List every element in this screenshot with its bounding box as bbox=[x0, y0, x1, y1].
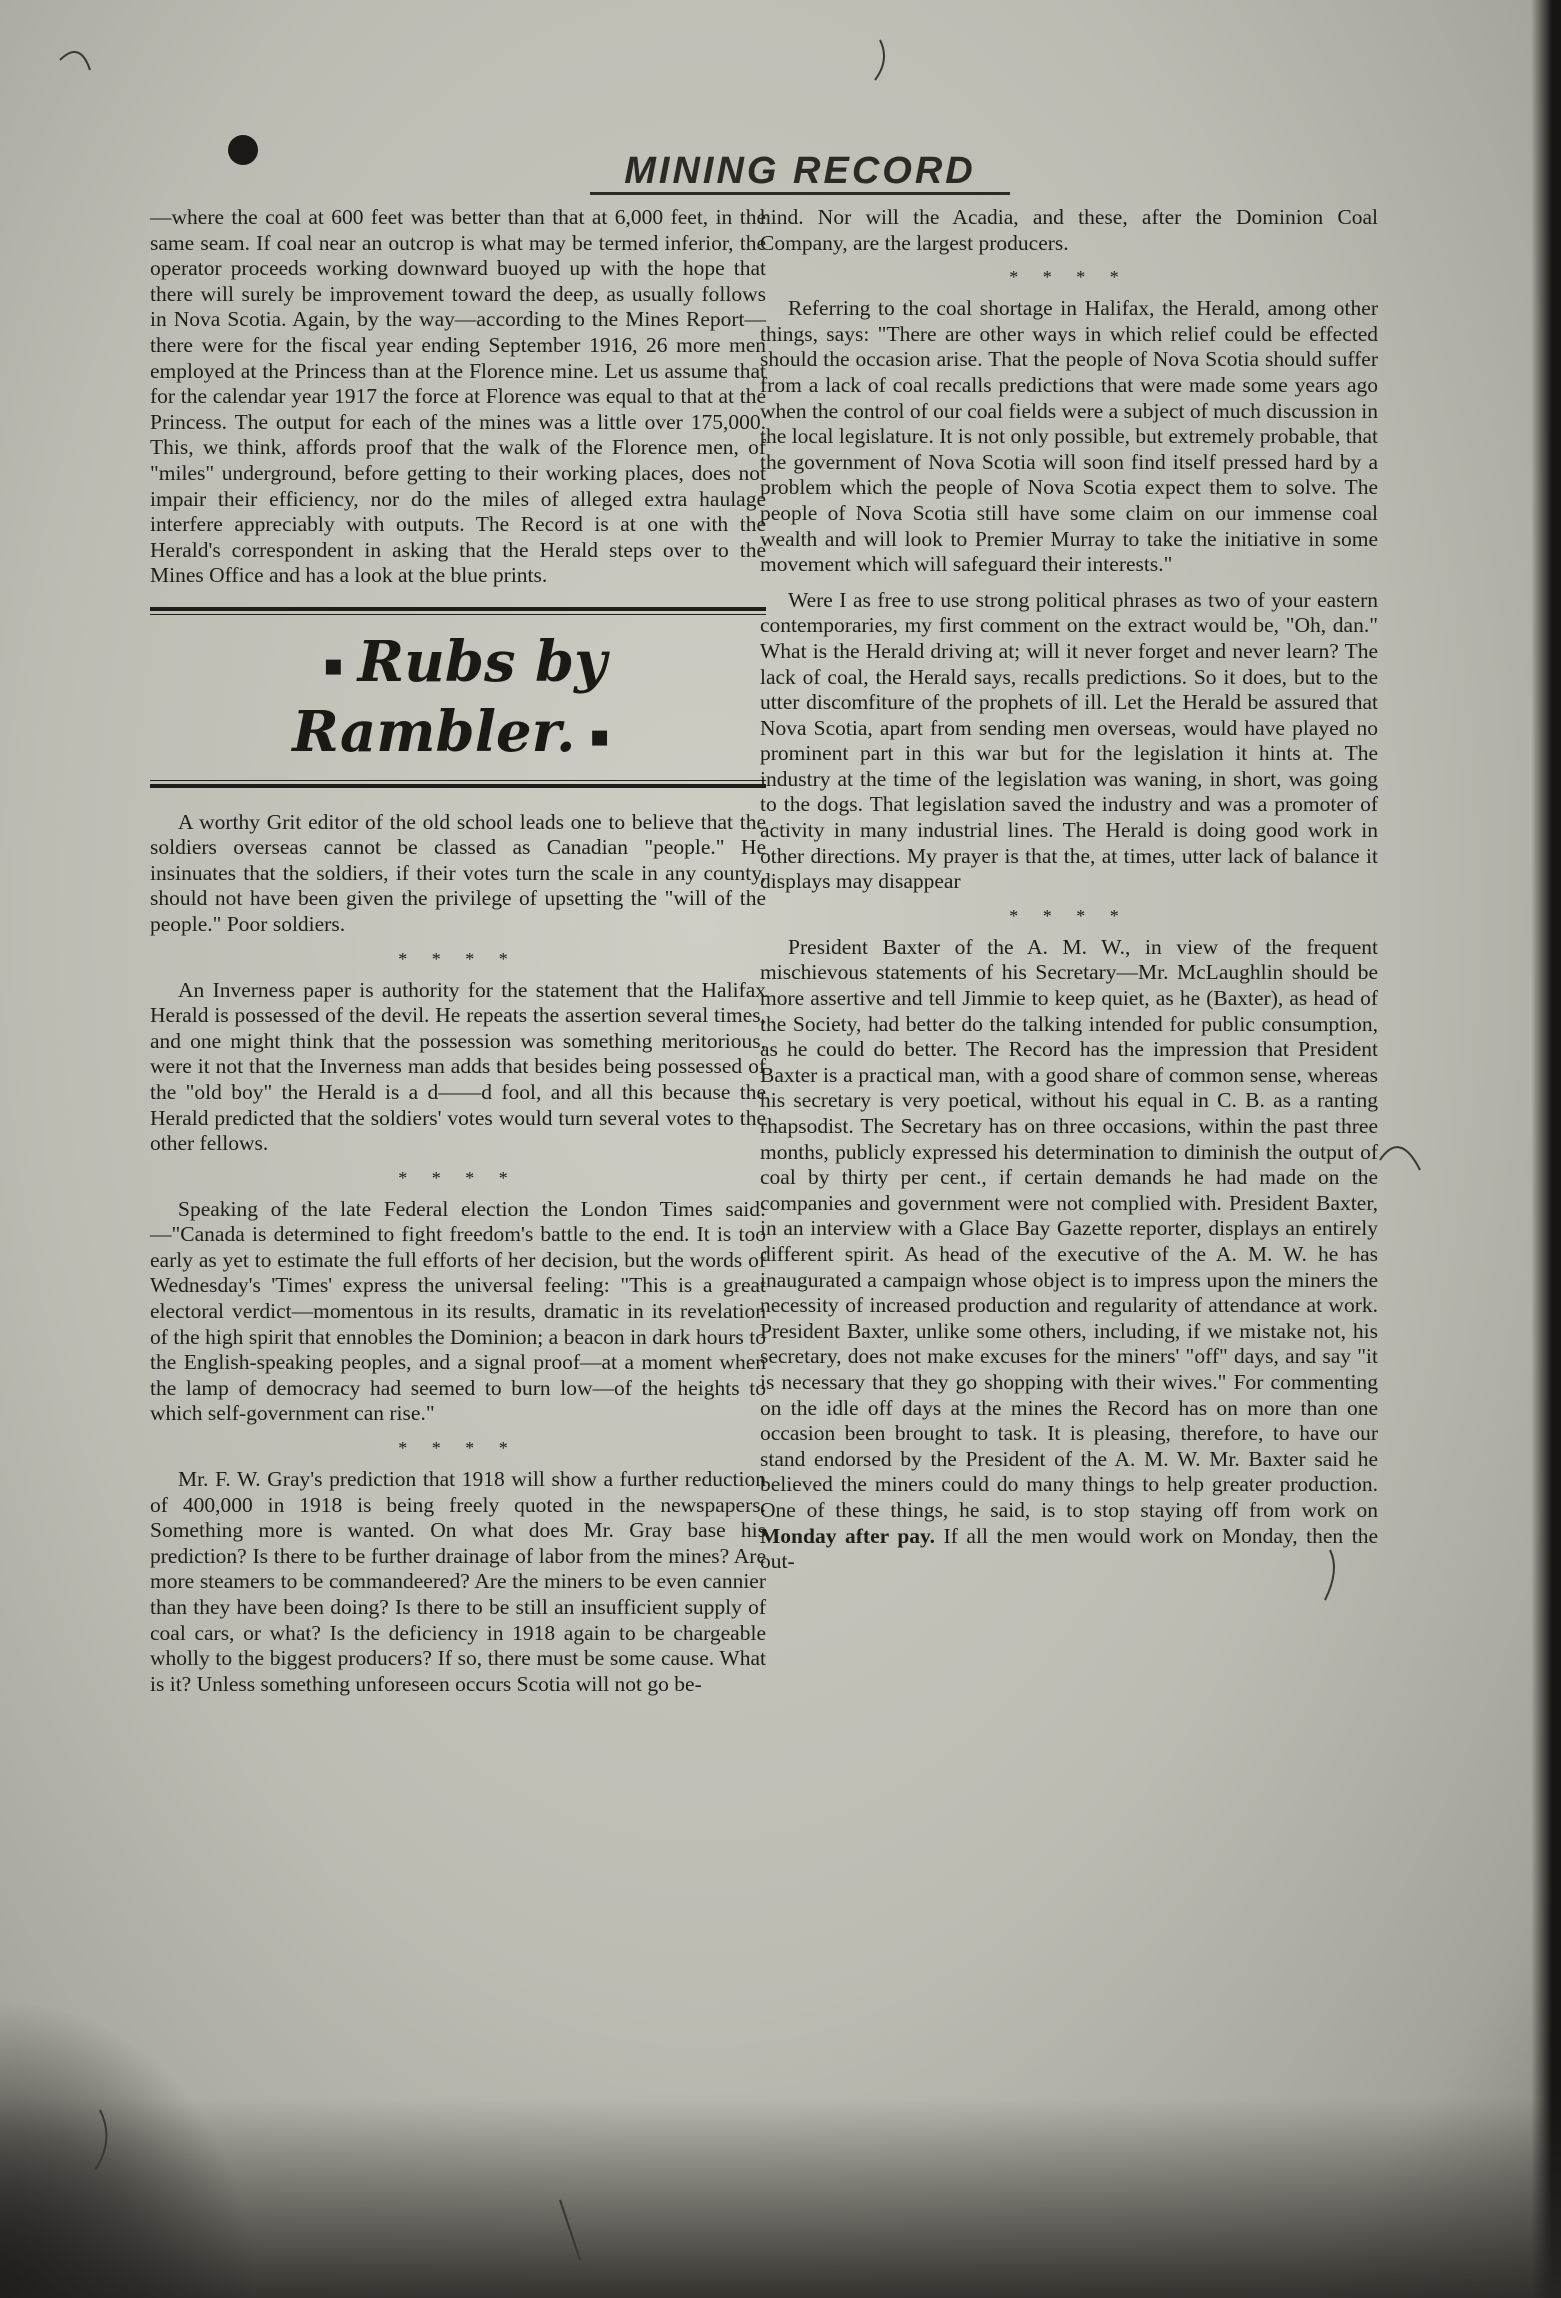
heading-bullet-left: ▪ bbox=[323, 648, 344, 684]
heading-rule-top-thin bbox=[150, 614, 766, 615]
article-paragraph: A worthy Grit editor of the old school leads one to believe that the soldiers overseas cannot be classed as Canadian "people." He insinuates that the soldiers, if their votes turn the scale in any county, should not have been given the privilege of upsetting the "will of the people." Poor soldiers. bbox=[150, 809, 766, 936]
section-stars: * * * * bbox=[1009, 905, 1129, 926]
section-heading-text: Rubs by Rambler. bbox=[292, 628, 607, 766]
article-paragraph: —where the coal at 600 feet was better than that at 6,000 feet, in the same seam. If coal near an outcrop is what may be termed inferior, the operator proceeds working downward buoyed up with the hope that there will surely be improvement toward the deep, as usually follows in Nova Scotia. Again, by the way—according to the Mines Report—there were for the fiscal year ending September 1916, 26 more men employed at the Princess than at the Florence mine. Let us assume that for the calendar year 1917 the force at Florence was equal to that at the Princess. The output for each of the mines was a little over 175,000. This, we think, affords proof that the walk of the Florence men, of "miles" underground, before getting to their working places, does not impair their efficiency, nor do the miles of alleged extra haulage interfere appreciably with outputs. The Record is at one with the Herald's correspondent in asking that the Herald steps over to the Mines Office and has a look at the blue prints. bbox=[150, 205, 766, 588]
article-paragraph: Were I as free to use strong political phrases as two of your eastern contemporaries, my first comment on the extract would be, "Oh, dan." What is the Herald driving at; will it never forget and never learn? The lack of coal, the Herald says, recalls predictions. So it does, but to the utter discomfiture of the prophets of ill. Let the Herald be assured that Nova Scotia, apart from sending men overseas, would have played no prominent part in this war but for the legislation it hints at. The industry at the time of the legislation was waning, in short, was going to the dogs. That legislation saved the industry and was a promoter of activity in many industrial lines. The Herald is doing good work in other directions. My prayer is that the, at times, utter lack of balance it displays may disappear bbox=[760, 587, 1378, 894]
bold-phrase: Monday after pay. bbox=[760, 1523, 935, 1548]
left-column bbox=[150, 205, 766, 1707]
paragraph-text-end: If all the men would work on Monday, then the out- bbox=[760, 1523, 1378, 1574]
article-paragraph: Speaking of the late Federal election the London Times said:—"Canada is determined to fight freedom's battle to the end. It is too early as yet to estimate the full efforts of her decision, but the words of Wednesday's 'Times' express the universal feeling: "This is a great electoral verdict—momentous in its results, dramatic in its revelation of the high spirit that ennobles the Dominion; a beacon in dark hours to the English-speaking peoples, and a signal proof—at a moment when the lamp of democracy had seemed to burn low—of the heights to which self-government can rise." bbox=[150, 1196, 766, 1426]
article-paragraph: hind. Nor will the Acadia, and these, after the Dominion Coal Company, are the largest producers. bbox=[760, 205, 1378, 255]
right-column bbox=[760, 205, 1378, 1585]
section-stars: * * * * bbox=[398, 1438, 518, 1459]
heading-rule-bottom bbox=[150, 784, 766, 788]
heading-rule-bottom-thin bbox=[150, 780, 766, 781]
section-stars: * * * * bbox=[398, 1167, 518, 1188]
section-heading-block bbox=[150, 607, 766, 788]
article-paragraph: Mr. F. W. Gray's prediction that 1918 will show a further reduction of 400,000 in 1918 is being freely quoted in the newspapers. Something more is wanted. On what does Mr. Gray base his prediction? Is there to be further drainage of labor from the mines? Are more steamers to be commandeered? Are the miners to be even cannier than they have been doing? Is there to be still an insufficient supply of coal cars, or what? Is the deficiency in 1918 again to be chargeable wholly to the biggest producers? If so, there must be some cause. What is it? Unless something unforeseen occurs Scotia will not go be- bbox=[150, 1467, 766, 1696]
heading-bullet-right: ▪ bbox=[589, 718, 610, 754]
paragraph-text: President Baxter of the A. M. W., in view of the frequent mischievous statements of his Secretary—Mr. McLaughlin should be more assertive and tell Jimmie to keep quiet, as he (Baxter), as head of the Society, had better do the talking intended for public consumption, as he could do better. The Record has the impression that President Baxter is a practical man, with a good share of common sense, whereas his secretary is very poetical, without his equal in C. B. as a ranting rhapsodist. The Secretary has on three occasions, within the past three months, publicly expressed his determination to diminish the output of coal by thirty per cent., if certain demands he had made on the companies and government were not complied with. President Baxter, in an interview with a Glace Bay Gazette reporter, displays an entirely different spirit. As head of the executive of the A. M. W. he has inaugurated a campaign whose object is to impress upon the miners the necessity of increased production and regularity of attendance at work. President Baxter, unlike some others, including, if we mistake not, his secretary, does not make excuses for the miners' "off" days, and say "it is necessary that they go shopping with their wives." For commenting on the idle off days at the mines the Record has on more than one occasion been brought to task. It is pleasing, therefore, to have our stand endorsed by the President of the A. M. W. Mr. Baxter said he believed the miners could do many things to help greater production. One of these things, he said, is to stop staying off from work on bbox=[760, 934, 1378, 1522]
section-stars: * * * * bbox=[398, 948, 518, 969]
section-stars: * * * * bbox=[1009, 267, 1129, 288]
article-paragraph: Referring to the coal shortage in Halifax, the Herald, among other things, says: "There are other ways in which relief could be effected should the occasion arise. That the people of Nova Scotia should suffer from a lack of coal recalls predictions that were made some years ago when the control of our coal fields were a subject of much discussion in the local legislature. It is not only possible, but extremely probable, that the government of Nova Scotia will soon find itself pressed hard by a problem which the people of Nova Scotia expect them to solve. The people of Nova Scotia still have some claim on our immense coal wealth and will look to Premier Murray to take the initiative in some movement which will safeguard their interests." bbox=[760, 296, 1378, 577]
section-heading bbox=[150, 629, 766, 770]
article-paragraph: An Inverness paper is authority for the statement that the Halifax Herald is possessed of the devil. He repeats the assertion several times, and one might think that the possession was something meritorious, were it not that the Inverness man adds that besides being possessed of the "old boy" the Herald is a d——d fool, and all this because the Herald predicted that the soldiers' votes would turn several votes to the other fellows. bbox=[150, 977, 766, 1156]
masthead-title: MINING RECORD bbox=[624, 150, 976, 192]
heading-rule-top bbox=[150, 607, 766, 611]
article-paragraph bbox=[760, 935, 1378, 1575]
